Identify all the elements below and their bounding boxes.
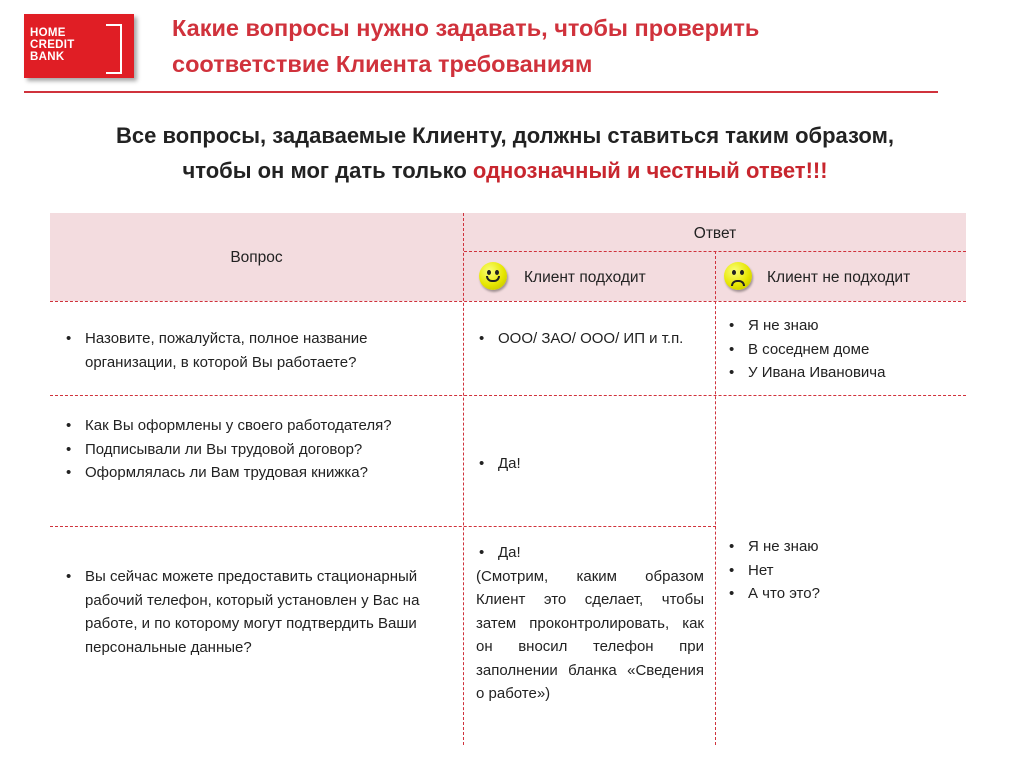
- list-item: • А что это?: [724, 582, 960, 606]
- list-item: • Да!: [474, 452, 704, 476]
- list-item: • Нет: [724, 559, 960, 583]
- list-item: • Назовите, пожалуйста, полное название организации, в которой Вы работаете?: [61, 327, 451, 374]
- row-divider: [50, 395, 966, 396]
- list-item: • Как Вы оформлены у своего работодателя?: [61, 414, 456, 438]
- list-item: • Да!: [474, 541, 704, 565]
- list-item: • Подписывали ли Вы трудовой договор?: [61, 438, 456, 462]
- row-divider: [50, 301, 966, 302]
- row2-fits: [474, 452, 704, 476]
- row3-question: [61, 565, 459, 659]
- header-client-fits: Клиент подходит: [524, 269, 646, 286]
- row3-fits-note: (Смотрим, каким образом Клиент это сделает, чтобы затем проконтролировать, как он вносил телефон при заполнении бланка «Сведения о работе»): [476, 567, 704, 702]
- row2-question: [61, 414, 456, 485]
- logo-text: HOME CREDIT BANK: [30, 27, 75, 63]
- home-credit-bank-logo: [24, 14, 134, 78]
- row1-fits: [474, 327, 704, 351]
- header-client-not-fits: Клиент не подходит: [767, 269, 911, 286]
- logo-mark: [106, 24, 122, 74]
- header-question: Вопрос: [230, 249, 283, 266]
- list-item: • У Ивана Ивановича: [724, 361, 960, 385]
- row3-fits: [474, 541, 704, 706]
- column-divider: [463, 213, 464, 745]
- sad-smiley-icon: [724, 262, 752, 290]
- row-divider: [50, 526, 716, 527]
- header-answer: Ответ: [693, 225, 737, 242]
- highlight-text: однозначный и честный ответ: [472, 158, 806, 183]
- list-item: • Я не знаю: [724, 535, 960, 559]
- list-item: • В соседнем доме: [724, 338, 960, 362]
- title-divider: [24, 91, 938, 93]
- list-item: • Я не знаю: [724, 314, 960, 338]
- lead-statement: Все вопросы, задаваемые Клиенту, должны ставиться таким образом, чтобы он мог дать только однозначный и честный ответ!!!: [116, 123, 894, 183]
- column-divider: [715, 251, 716, 745]
- row1-question: [61, 327, 451, 374]
- row3-not-fits: [724, 535, 960, 606]
- list-item: • Вы сейчас можете предоставить стационарный рабочий телефон, который установлен у Вас на работе, и по которому могут подтвердить Ваши персональные данные?: [61, 565, 459, 659]
- slide-title: Какие вопросы нужно задавать, чтобы проверить соответствие Клиента требованиям: [172, 15, 760, 77]
- list-item: • ООО/ ЗАО/ ООО/ ИП и т.п.: [474, 327, 704, 351]
- happy-smiley-icon: [479, 262, 507, 290]
- row1-not-fits: [724, 314, 960, 385]
- list-item: • Оформлялась ли Вам трудовая книжка?: [61, 461, 456, 485]
